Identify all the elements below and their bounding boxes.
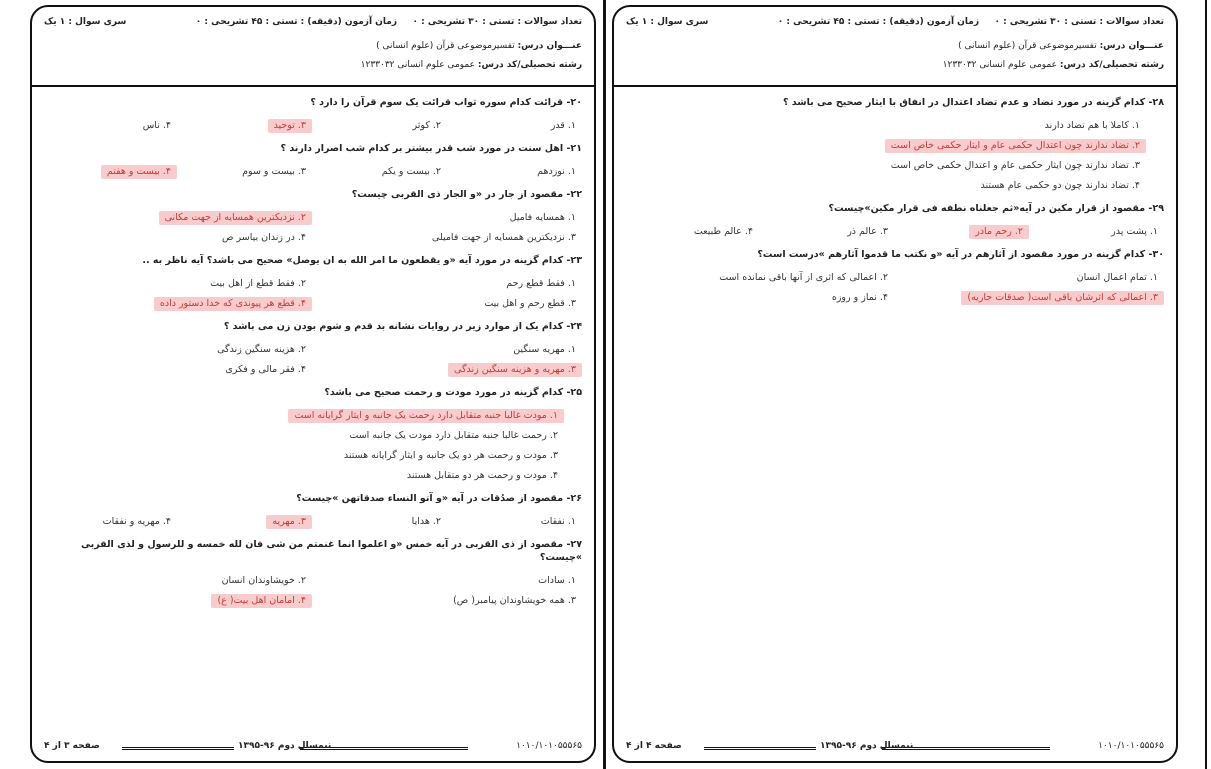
option-text: ۱. سادات [538,574,576,586]
option-text: ۳. توحید [268,119,312,133]
option-text: ۳. بیست و سوم [242,165,306,177]
exam-header [614,7,1176,87]
option-text: ۲. نزدیکترین همسایه از جهت مکانی [159,211,312,225]
exam-footer [32,737,594,761]
options-row [624,221,1164,241]
options-row [42,511,582,531]
course-title [958,41,1164,51]
question-text: ۲۵- کدام گزینه در مورد مودت و رحمت صحیح می باشد؟ [324,387,582,398]
answer-option [894,272,1164,283]
option-text: ۳. مهریه [266,515,312,529]
option-text: ۲. بیست و یکم [381,165,441,177]
option-text: ۳. تضاد ندارند چون ایثار حکمی عام و اعتدال حکمی خاص است [890,159,1140,171]
answer-option [42,575,312,586]
options-row [42,359,582,379]
options-row [624,135,1164,155]
answer-option-highlighted [894,292,1164,303]
answer-option-highlighted [312,364,582,375]
question-text: ۲۴- کدام یک از موارد زیر در روایات نشانه بد قدم و شوم بودن زن می باشد ؟ [223,321,582,332]
answer-option [42,450,582,461]
question-text: ۲۹- مقصود از قرار مکین در آیه«ثم جعلناه نطفه فی قرار مکین»چیست؟ [828,203,1164,214]
option-text: ۳. همه خویشاوندان پیامبر( ص) [453,594,576,606]
options-row [624,287,1164,307]
answer-option-highlighted [894,226,1029,237]
answer-option-highlighted [177,516,312,527]
question-series: سری سوال : ۱ یک [626,17,709,27]
question-count: تعداد سوالات : تستی : ۳۰ تشریحی : ۰ [994,17,1164,27]
answer-option [312,232,582,243]
semester: نیمسال دوم ۹۶-۱۳۹۵ [820,741,914,751]
option-text: ۴. بیست و هفتم [101,165,177,179]
options-row [42,590,582,610]
answer-option [312,575,582,586]
option-text: ۲. رحمت غالبا جنبه متقابل دارد مودت یک جانبه است [349,429,558,441]
answer-option [42,278,312,289]
question-count: تعداد سوالات : تستی : ۳۰ تشریحی : ۰ [412,17,582,27]
options-row [624,155,1164,175]
exam-time: زمان آزمون (دقیقه) : تستی : ۴۵ تشریحی : ۰ [777,17,979,27]
answer-option [624,160,1164,171]
options-row [624,175,1164,195]
answer-option [312,212,582,223]
option-text: ۲. خویشاوندان انسان [221,574,306,586]
exam-code: ۱۰۱۰/۱۰۱۰۵۵۵۶۵ [1098,741,1164,751]
options-row [42,227,582,247]
question-text: ۲۸- کدام گزینه در مورد تضاد و عدم تضاد اعتدال در انفاق با ایثار صحیح می باشد ؟ [782,97,1164,108]
answer-option [624,272,894,283]
question-text: ۳۰- کدام گزینه در مورد مقصود از آثارهم در آیه «و نکتب ما قدموا آثارهم »درست است؟ [757,249,1164,260]
exam-code: ۱۰۱۰/۱۰۱۰۵۵۵۶۵ [516,741,582,751]
field-label: رشته تحصیلی/کد درس: [1059,60,1164,70]
question-text: ۲۲- مقصود از جار در «و الجار ذی القربی چیست؟ [351,189,582,200]
option-text: ۱. کاملا با هم تضاد دارند [1044,119,1140,131]
question-item [42,386,582,485]
field-label: رشته تحصیلی/کد درس: [477,60,582,70]
option-text: ۱. نوزدهم [537,165,576,177]
option-text: ۴. امامان اهل بیت( ع) [211,594,312,608]
page-divider [603,0,606,769]
options-row [42,161,582,181]
answer-option [42,430,582,441]
answer-option [42,344,312,355]
answer-option-highlighted [42,298,312,309]
course-label: عنـــوان درس: [1099,41,1164,51]
options-row [42,425,582,445]
option-text: ۱. همسایه فامیل [509,211,576,223]
answer-option [312,344,582,355]
course-title [376,41,582,51]
answer-option [1029,226,1164,237]
options-row [42,207,582,227]
answer-option-highlighted [42,166,177,177]
exam-header [32,7,594,87]
option-text: ۴. مودت و رحمت هر دو متقابل هستند [406,469,558,481]
footer-rule [122,747,234,750]
field-code [943,60,1164,70]
answer-option [447,516,582,527]
question-item [42,254,582,313]
option-text: ۲. کوثر [412,119,441,131]
option-text: ۲. هدایا [411,515,441,527]
answer-option [447,120,582,131]
answer-option [42,516,177,527]
option-text: ۳. نزدیکترین همسایه از جهت فامیلی [431,231,576,243]
exam-page-4 [612,5,1178,763]
answer-option [624,180,1164,191]
answer-option-highlighted [42,212,312,223]
option-text: ۳. قطع رحم و اهل بیت [484,297,576,309]
option-text: ۴. مهریه و نفقات [102,515,171,527]
answer-option [447,166,582,177]
question-text: ۲۷- مقصود از ذی القربی در آیه خمس «و اعلموا انما غنمتم من شی فان لله خمسه و للرسول و لذی القربی »چیست؟ [81,539,582,563]
answer-option [312,516,447,527]
option-text: ۳. مودت و رحمت هر دو یک جانبه و ایثار گرایانه هستند [343,449,558,461]
answer-option [177,166,312,177]
answer-option [312,166,447,177]
course-value: تفسیرموضوعی قرآن (علوم انسانی ) [958,41,1100,51]
right-edge-line [1205,0,1207,769]
answer-option [624,120,1164,131]
options-row [42,273,582,293]
question-text: ۲۳- کدام گزینه در مورد آیه «و یقطعون ما امر الله به ان یوصل» صحیح می باشد؟ آیه ناظر به .. [142,255,582,266]
option-text: ۱. مودت غالبا جنبه متقابل دارد رحمت یک جانبه و ایثار گرایانه است [288,409,564,423]
answer-option [312,298,582,309]
option-text: ۴. نماز و روزه [831,291,888,303]
question-item [42,142,582,181]
question-item [624,96,1164,195]
field-value: عمومی علوم انسانی ۱۲۳۳۰۳۲ [360,60,478,70]
answer-option-highlighted [177,120,312,131]
question-list [42,89,582,731]
option-text: ۴. قطع هر پیوندی که خدا دستور داده [154,297,312,311]
question-text: ۲۰- قرائت کدام سوره ثواب قرائت یک سوم قرآن را دارد ؟ [310,97,582,108]
question-item [624,202,1164,241]
option-text: ۱. تمام اعمال انسان [1076,271,1158,283]
question-series: سری سوال : ۱ یک [44,17,127,27]
option-text: ۱. فقط قطع رحم [506,277,576,289]
option-text: ۲. تضاد ندارند چون اعتدال حکمی عام و ایثار حکمی خاص است [885,139,1146,153]
option-text: ۳. عالم ذر [847,225,888,237]
options-row [42,445,582,465]
answer-option [42,232,312,243]
option-text: ۱. پشت پدر [1111,225,1158,237]
question-text: ۲۶- مقصود از صدُقات در آیه «و آتو النساء صدقاتهن »چیست؟ [296,493,582,504]
option-text: ۱. قدر [550,119,576,131]
option-text: ۴. تضاد ندارند چون دو حکمی عام هستند [980,179,1140,191]
answer-option [42,364,312,375]
question-item [624,248,1164,307]
answer-option [312,278,582,289]
answer-option [624,292,894,303]
question-list [624,89,1164,731]
exam-time: زمان آزمون (دقیقه) : تستی : ۴۵ تشریحی : ۰ [195,17,397,27]
course-value: تفسیرموضوعی قرآن (علوم انسانی ) [376,41,518,51]
option-text: ۴. در زندان بیاسر ص [222,231,306,243]
options-row [42,465,582,485]
options-row [624,267,1164,287]
option-text: ۱. مهریه سنگین [513,343,576,355]
semester: نیمسال دوم ۹۶-۱۳۹۵ [238,741,332,751]
options-row [42,293,582,313]
question-item [42,492,582,531]
option-text: ۳. اعمالی که اثرشان باقی است( صدقات جاریه) [961,291,1164,305]
answer-option-highlighted [42,410,582,421]
question-item [42,96,582,135]
option-text: ۱. نفقات [540,515,576,527]
answer-option-highlighted [42,595,312,606]
answer-option [624,226,759,237]
question-item [42,538,582,610]
option-text: ۲. اعمالی که اثری از آنها باقی نمانده است [719,271,888,283]
field-value: عمومی علوم انسانی ۱۲۳۳۰۳۲ [942,60,1060,70]
option-text: ۴. فقر مالی و فکری [225,363,306,375]
options-row [42,570,582,590]
exam-footer [614,737,1176,761]
question-text: ۲۱- اهل سنت در مورد شب قدر بیشتر بر کدام شب اصرار دارند ؟ [280,143,582,154]
question-item [42,320,582,379]
course-label: عنـــوان درس: [517,41,582,51]
option-text: ۲. هزینه سنگین زندگی [217,343,306,355]
option-text: ۳. مهریه و هزینه سنگین زندگی [448,363,582,377]
exam-page-3 [30,5,596,763]
page-number: صفحه ۴ از ۴ [626,741,682,751]
options-row [42,405,582,425]
question-item [42,188,582,247]
field-code [361,60,582,70]
page-number: صفحه ۳ از ۴ [44,741,100,751]
answer-option [312,595,582,606]
answer-option [42,470,582,481]
option-text: ۴. عالم طبیعت [693,225,753,237]
answer-option [42,120,177,131]
option-text: ۴. ناس [142,119,171,131]
answer-option [759,226,894,237]
answer-option-highlighted [624,140,1164,151]
options-row [42,339,582,359]
option-text: ۲. فقط قطع از اهل بیت [210,277,306,289]
option-text: ۲. رحم مادر [969,225,1029,239]
options-row [42,115,582,135]
options-row [624,115,1164,135]
answer-option [312,120,447,131]
footer-rule [704,747,816,750]
